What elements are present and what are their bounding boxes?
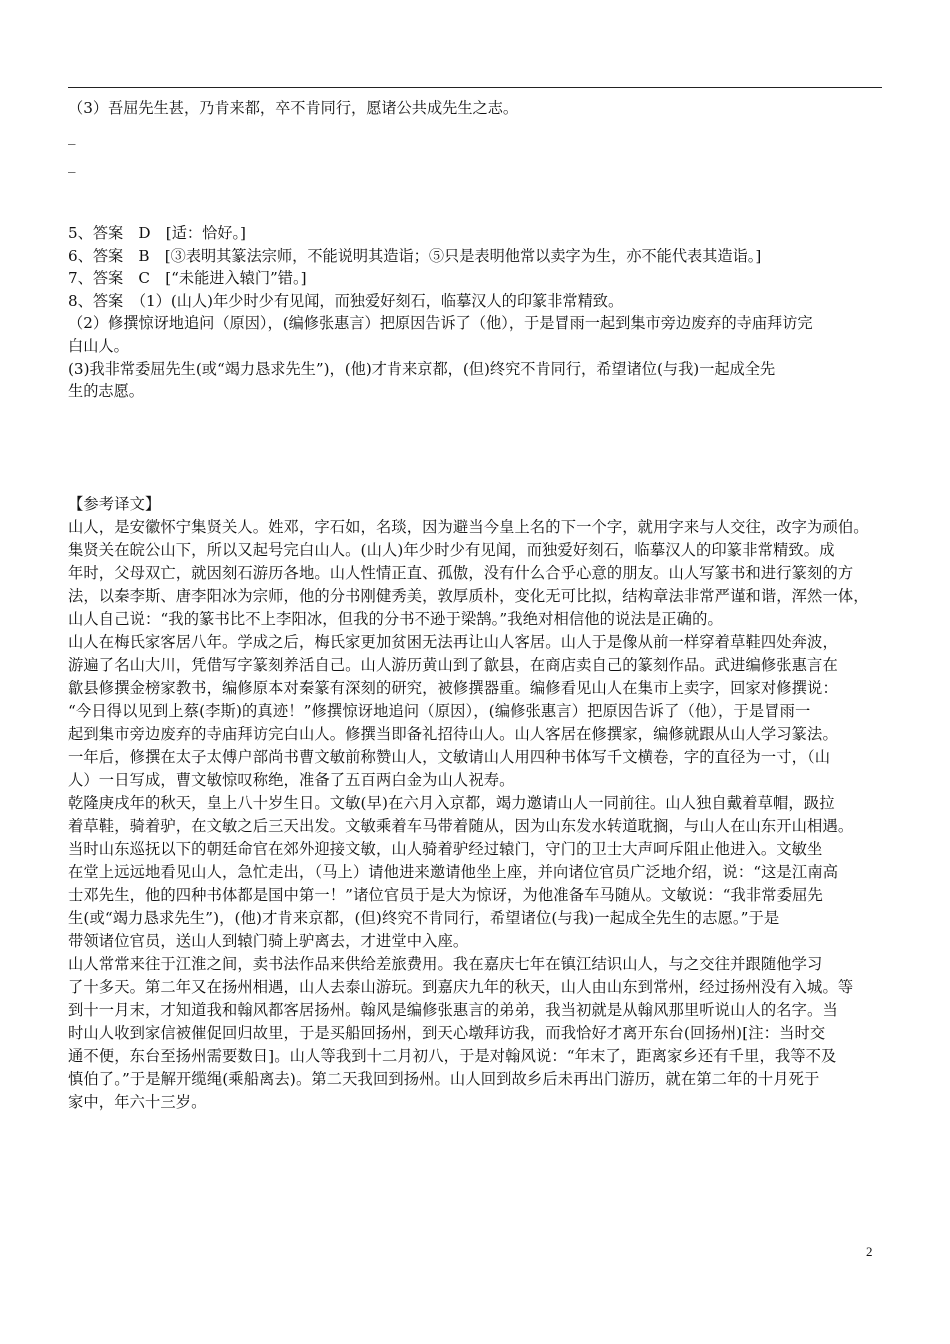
top-rule xyxy=(68,87,882,88)
blank-line-1: _ xyxy=(68,127,76,145)
translation-line: 山人在梅氏家客居八年。学成之后，梅氏家更加贫困无法再让山人客居。山人于是像从前一样穿着草鞋四处奔波， xyxy=(68,633,838,651)
answer-section xyxy=(68,222,883,403)
translation-line: 山人，是安徽怀宁集贤关人。姓邓，字石如，名琰，因为避当今皇上名的下一个字，就用字来与人交往，改字为顽伯。 xyxy=(68,518,869,536)
translation-heading: 【参考译文】 xyxy=(68,495,161,513)
reference-translation xyxy=(68,493,883,1114)
translation-line: 一年后，修撰在太子太傅户部尚书曹文敏前称赞山人，文敏请山人用四种书体写千文横卷，字的直径为一寸，（山 xyxy=(68,748,831,766)
translation-body xyxy=(68,516,883,1114)
translation-line: 起到集市旁边废弃的寺庙拜访完白山人。修撰当即备礼招待山人。山人客居在修撰家，编修就跟从山人学习篆法。 xyxy=(68,725,838,743)
answer-8-line: 白山人。 xyxy=(68,336,129,355)
blank-line-2: _ xyxy=(68,155,76,173)
translation-line: 家中，年六十三岁。 xyxy=(68,1093,207,1111)
translation-line: 山人常常来往于江淮之间，卖书法作品来供给差旅费用。我在嘉庆七年在镇江结识山人，与之交往并跟随他学习 xyxy=(68,955,823,973)
translation-line: 了十多天。第二年又在扬州相遇，山人去泰山游玩。到嘉庆九年的秋天，山人由山东到常州，经过扬州没有入城。等 xyxy=(68,978,854,996)
page-number: 2 xyxy=(866,1244,873,1259)
answer-7: 7、答案 C [“未能进入辕门”错。] xyxy=(68,269,307,288)
translation-line: 年时，父母双亡，就因刻石游历各地。山人性情正直、孤傲，没有什么合乎心意的朋友。山人写篆书和进行篆刻的方 xyxy=(68,564,854,582)
translation-line: 着草鞋，骑着驴，在文敏之后三天出发。文敏乘着车马带着随从，因为山东发水转道耽搁，与山人在山东开山相遇。 xyxy=(68,817,854,835)
translation-line: 通不便，东台至扬州需要数日]。山人等我到十二月初八，于是对翰风说：“年末了，距离家乡还有千里，我等不及 xyxy=(68,1047,837,1065)
translation-line: 当时山东巡抚以下的朝廷命官在郊外迎接文敏，山人骑着驴经过辕门，守门的卫士大声呵斥阻止他进入。文敏坐 xyxy=(68,840,823,858)
translation-line: 集贤关在皖公山下，所以又起号完白山人。(山人)年少时少有见闻，而独爱好刻石，临摹汉人的印篆非常精致。成 xyxy=(68,541,835,559)
answer-8-line: (3)我非常委屈先生(或“竭力恳求先生”)，(他)才肯来京都，(但)终究不肯同行，希望诸位(与我)一起成全先 xyxy=(68,359,776,378)
translation-line: 时山人收到家信被催促回归故里，于是买船回扬州，到天心墩拜访我，而我恰好才离开东台(回扬州)[注：当时交 xyxy=(68,1024,826,1042)
answer-8-line: 8、答案 （1）(山人)年少时少有见闻，而独爱好刻石，临摹汉人的印篆非常精致。 xyxy=(68,291,624,310)
translation-line: 到十一月末，才知道我和翰风都客居扬州。翰风是编修张惠言的弟弟，我当初就是从翰风那里听说山人的名字。当 xyxy=(68,1001,838,1019)
answer-5: 5、答案 D [适：恰好。] xyxy=(68,224,246,242)
answer-8-line: 生的志愿。 xyxy=(68,382,144,401)
translation-line: 生(或“竭力恳求先生”)，(他)才肯来京都，(但)终究不肯同行，希望诸位(与我)一起成全先生的志愿。”于是 xyxy=(68,909,780,927)
translation-line: 游遍了名山大川，凭借写字篆刻养活自己。山人游历黄山到了歙县，在商店卖自己的篆刻作品。武进编修张惠言在 xyxy=(68,656,838,674)
question-3-text: （3）吾屈先生甚，乃肯来都，卒不肯同行，愿诸公共成先生之志。 xyxy=(68,99,519,117)
translation-line: 士邓先生，他的四种书体都是国中第一！”诸位官员于是大为惊讶，为他准备车马随从。文敏说：“我非常委屈先 xyxy=(68,886,823,904)
translation-line: “今日得以见到上蔡(李斯)的真迹！”修撰惊讶地追问（原因），(编修张惠言）把原因告诉了（他），于是冒雨一 xyxy=(68,702,811,720)
answer-6: 6、答案 B [③表明其篆法宗师，不能说明其造诣；⑤只是表明他常以卖字为生，亦不能代表其造诣。] xyxy=(68,246,762,265)
translation-line: 乾隆庚戌年的秋天，皇上八十岁生日。文敏(早)在六月入京都，竭力邀请山人一同前往。山人独自戴着草帽，趿拉 xyxy=(68,794,835,812)
translation-line: 法，以秦李斯、唐李阳冰为宗师，他的分书刚健秀美，敦厚质朴，变化无可比拟，结构章法非常严谨和谐，浑然一体， xyxy=(68,587,869,605)
answer-8-line: （2）修撰惊讶地追问（原因），(编修张惠言）把原因告诉了（他），于是冒雨一起到集市旁边废弃的寺庙拜访完 xyxy=(68,314,813,333)
translation-line: 山人自己说：“我的篆书比不上李阳冰，但我的分书不逊于梁鹄。”我绝对相信他的说法是正确的。 xyxy=(68,610,723,628)
translation-line: 慎伯了。”于是解开缆绳(乘船离去)。第二天我回到扬州。山人回到故乡后未再出门游历，就在第二年的十月死于 xyxy=(68,1070,820,1088)
translation-line: 人）一日写成，曹文敏惊叹称绝，准备了五百两白金为山人祝寿。 xyxy=(68,771,515,789)
translation-line: 在堂上远远地看见山人，急忙走出，（马上）请他进来邀请他坐上座，并向诸位官员广泛地介绍，说：“这是江南高 xyxy=(68,863,839,881)
translation-line: 歙县修撰金榜家教书，编修原本对秦篆有深刻的研究，被修撰器重。编修看见山人在集市上卖字，回家对修撰说： xyxy=(68,679,838,697)
translation-line: 带领诸位官员，送山人到辕门骑上驴离去，才进堂中入座。 xyxy=(68,932,469,950)
